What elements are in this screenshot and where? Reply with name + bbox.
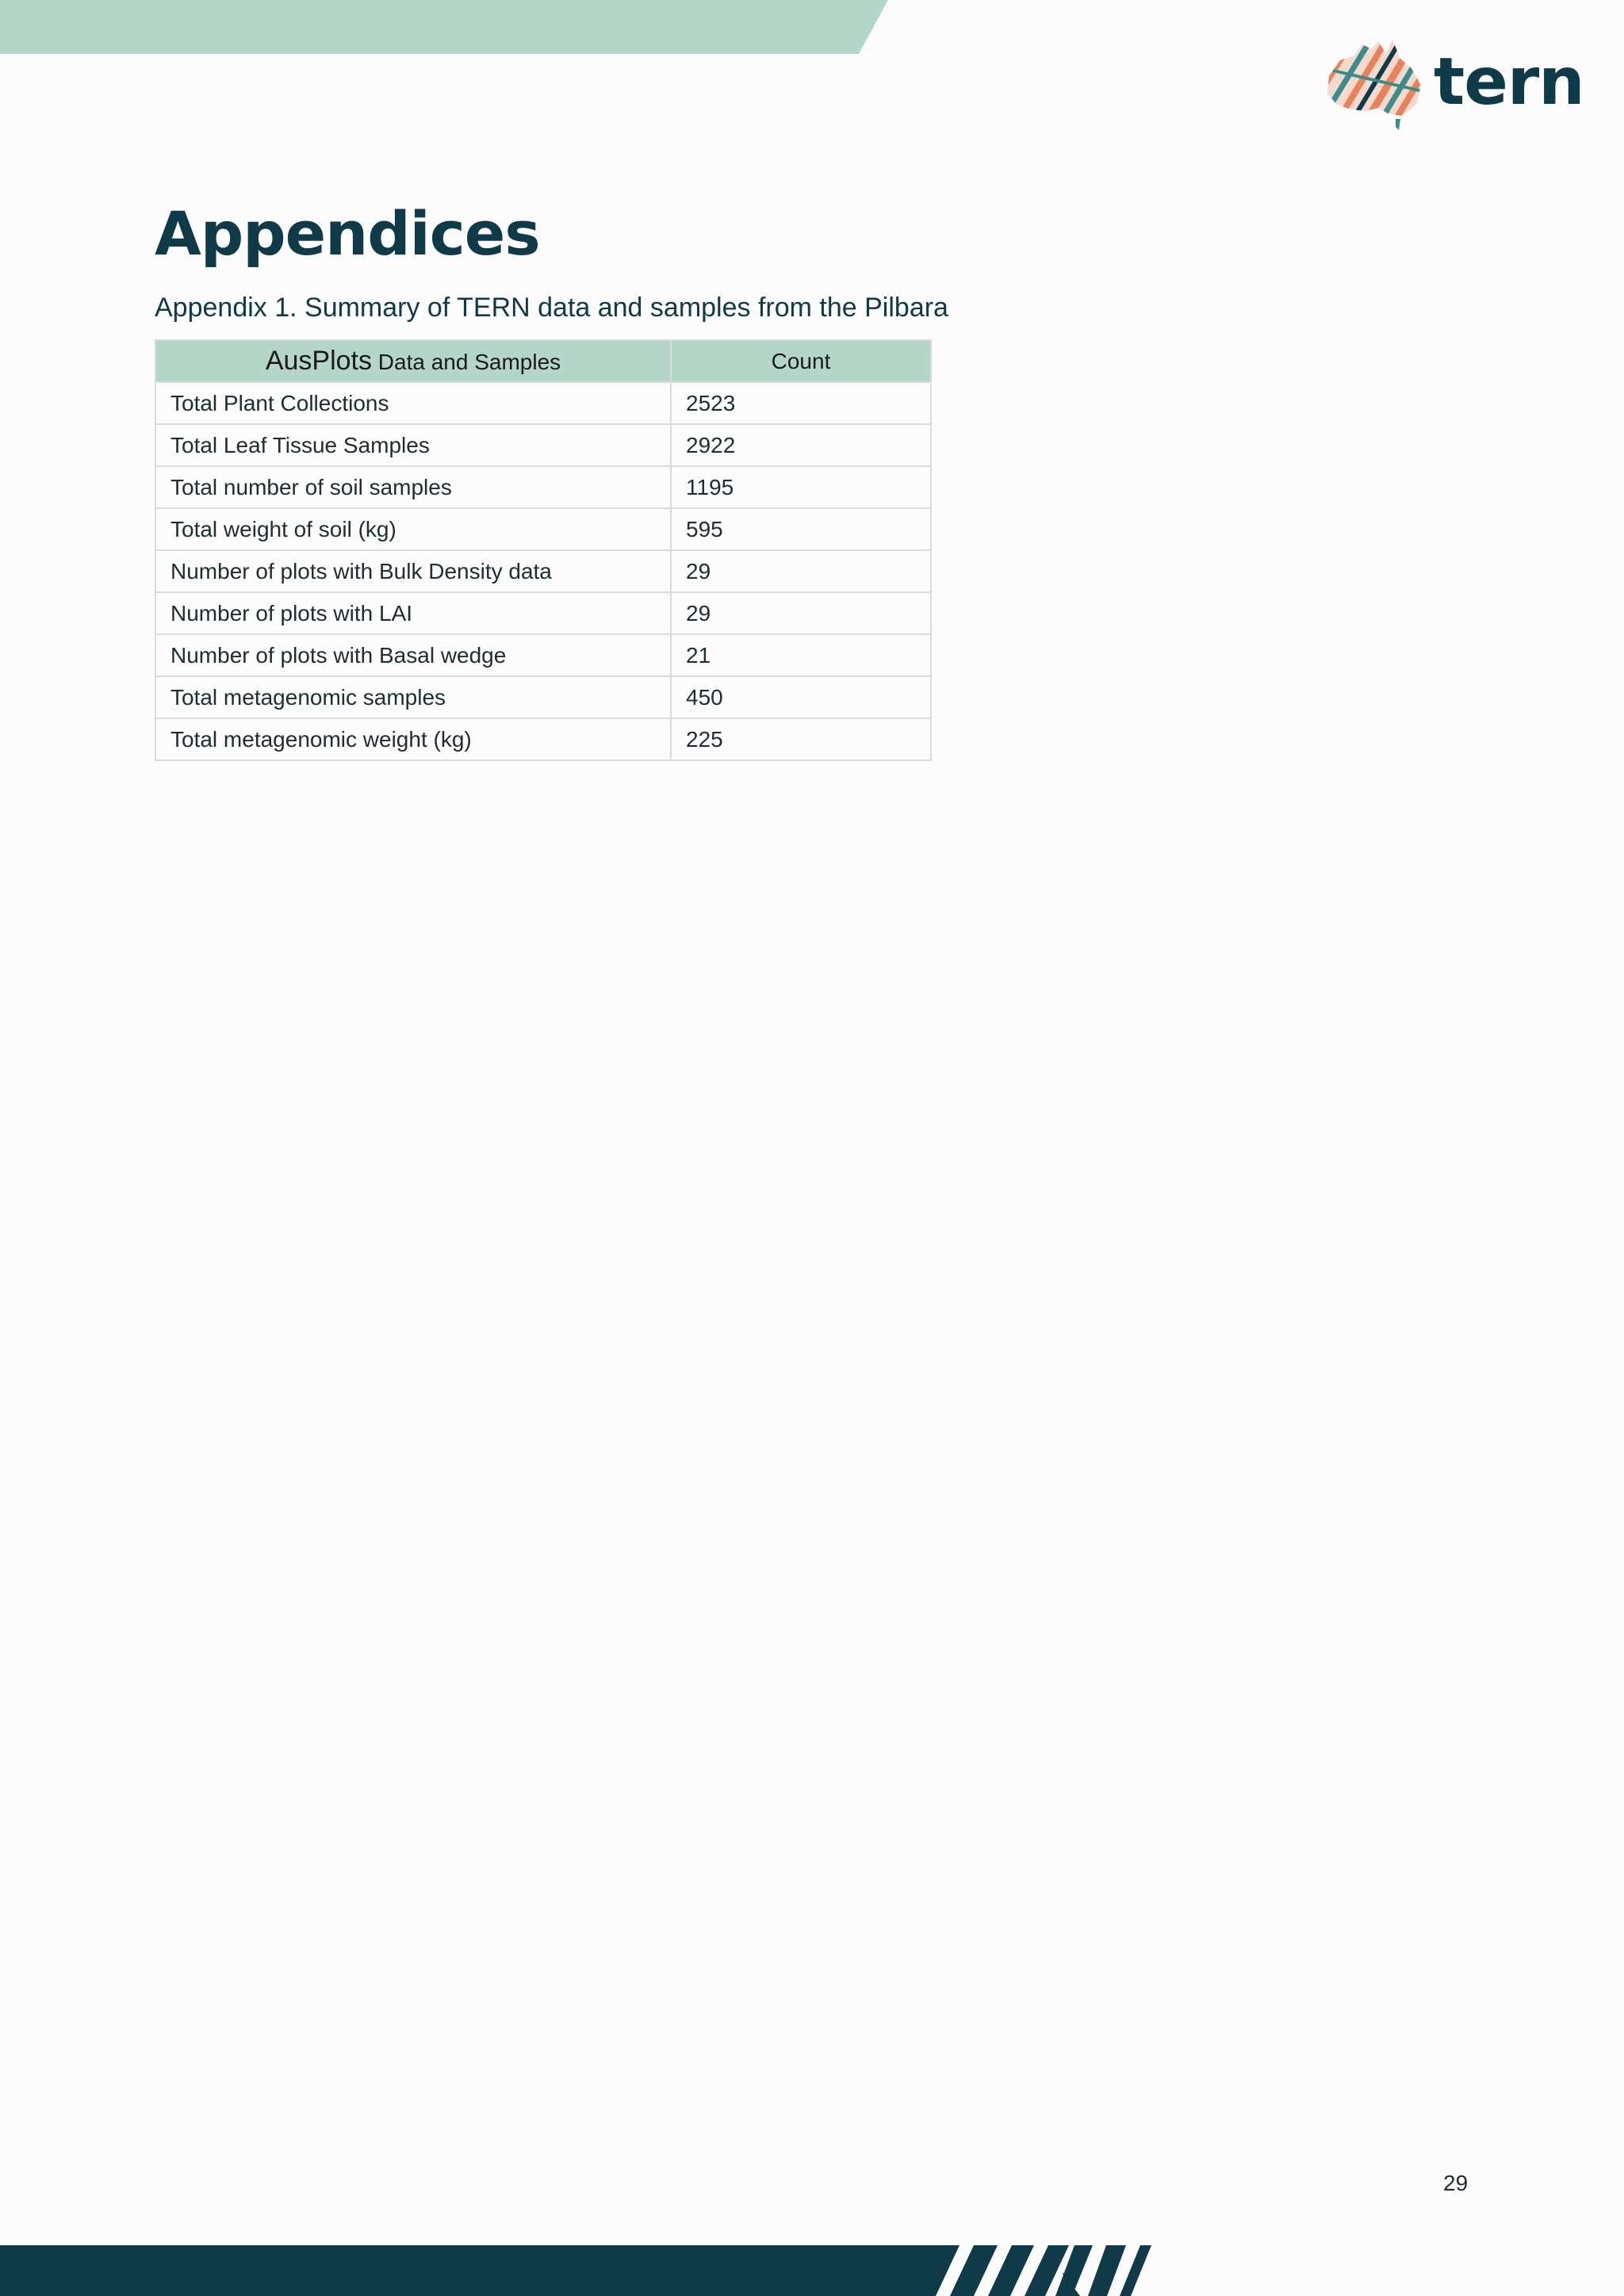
row-label: Total Plant Collections xyxy=(155,382,671,424)
table-row xyxy=(155,634,931,676)
summary-table xyxy=(155,339,932,761)
tern-logo xyxy=(1323,36,1584,136)
table-header-row xyxy=(155,340,931,382)
logo-wordmark: tern xyxy=(1434,44,1584,120)
australia-map-icon xyxy=(1323,36,1426,136)
row-count: 2523 xyxy=(671,382,931,424)
page-title: Appendices xyxy=(155,198,540,269)
row-count: 450 xyxy=(671,676,931,718)
row-label: Number of plots with Bulk Density data xyxy=(155,550,671,592)
page-number: 29 xyxy=(1443,2171,1469,2195)
footer-band xyxy=(0,2245,1624,2296)
table-row xyxy=(155,382,931,424)
row-label: Total weight of soil (kg) xyxy=(155,508,671,550)
table-row xyxy=(155,676,931,718)
row-label: Number of plots with LAI xyxy=(155,592,671,634)
row-count: 595 xyxy=(671,508,931,550)
row-count: 29 xyxy=(671,550,931,592)
row-count: 225 xyxy=(671,718,931,760)
row-count: 29 xyxy=(671,592,931,634)
table-row xyxy=(155,592,931,634)
header-label-rest: Data and Samples xyxy=(372,350,561,374)
row-label: Total metagenomic samples xyxy=(155,676,671,718)
header-label-lead: AusPlots xyxy=(265,346,373,376)
row-count: 21 xyxy=(671,634,931,676)
appendix-caption: Appendix 1. Summary of TERN data and samples from the Pilbara xyxy=(155,293,948,323)
row-label: Total number of soil samples xyxy=(155,466,671,508)
table-row xyxy=(155,466,931,508)
header-label-cell xyxy=(155,340,671,382)
table-row xyxy=(155,508,931,550)
table-row xyxy=(155,550,931,592)
row-label: Total metagenomic weight (kg) xyxy=(155,718,671,760)
header-count-cell: Count xyxy=(671,340,931,382)
row-label: Total Leaf Tissue Samples xyxy=(155,424,671,466)
row-label: Number of plots with Basal wedge xyxy=(155,634,671,676)
table-row xyxy=(155,718,931,760)
header-band xyxy=(0,0,888,54)
row-count: 1195 xyxy=(671,466,931,508)
row-count: 2922 xyxy=(671,424,931,466)
table-row xyxy=(155,424,931,466)
